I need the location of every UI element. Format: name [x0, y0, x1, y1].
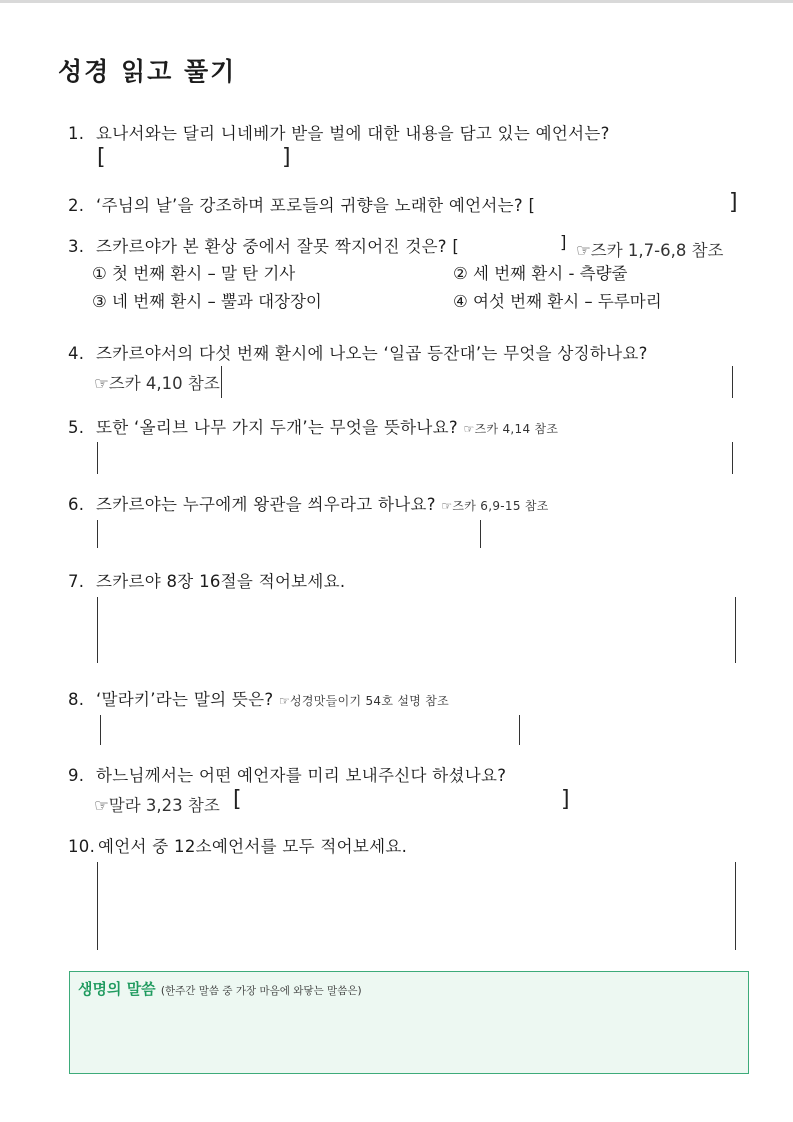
- answer-bracket-open: [97, 520, 98, 548]
- question-number: 1.: [68, 124, 85, 143]
- reference-note: ☞즈카 6,9-15 참조: [441, 499, 549, 513]
- answer-bracket-open: [100, 715, 101, 745]
- question-7: [68, 568, 345, 592]
- question-text: 즈카르야 8장 16절을 적어보세요.: [96, 572, 346, 591]
- question-number: 4.: [68, 344, 85, 363]
- answer-field[interactable]: [102, 442, 731, 474]
- answer-bracket-open: [: [97, 145, 106, 170]
- question-1: [68, 120, 610, 144]
- answer-bracket-open: [97, 442, 98, 474]
- answer-field[interactable]: [105, 715, 518, 745]
- answer-bracket-close: [732, 366, 733, 398]
- question-number: 7.: [68, 572, 85, 591]
- answer-field[interactable]: [226, 366, 731, 398]
- life-word-heading: 생명의 말씀: [78, 980, 156, 998]
- answer-field[interactable]: [520, 232, 558, 256]
- question-text: 하느님께서는 어떤 예언자를 미리 보내주신다 하셨나요?: [96, 766, 507, 785]
- reference-note: ☞말라 3,23 참조: [94, 796, 220, 815]
- option-1[interactable]: ① 첫 번째 환시 – 말 탄 기사: [92, 264, 296, 283]
- answer-bracket-close: [480, 520, 481, 548]
- answer-bracket-close: ]: [561, 787, 570, 812]
- answer-field[interactable]: [102, 862, 734, 950]
- question-number: 2.: [68, 196, 85, 215]
- page-top-edge: [0, 0, 793, 3]
- question-number: 10.: [68, 837, 96, 856]
- answer-bracket-close: ]: [560, 233, 567, 252]
- question-3: [68, 233, 459, 257]
- reference-note: ☞즈카 4,10 참조: [94, 374, 220, 393]
- answer-bracket-close: [735, 862, 736, 950]
- reference-note: ☞즈카 4,14 참조: [463, 422, 559, 436]
- question-6: [68, 491, 549, 515]
- answer-bracket-close: [519, 715, 520, 745]
- answer-bracket-open: [97, 862, 98, 950]
- reference-note: ☞즈카 1,7-6,8 참조: [576, 241, 724, 260]
- question-number: 9.: [68, 766, 85, 785]
- life-word-box[interactable]: [69, 971, 749, 1074]
- answer-bracket-open: [221, 366, 222, 398]
- option-3[interactable]: ③ 네 번째 환시 – 뿔과 대장장이: [92, 292, 322, 311]
- question-text: 즈카르야가 본 환상 중에서 잘못 짝지어진 것은? [: [96, 237, 460, 256]
- question-number: 6.: [68, 495, 85, 514]
- question-2: [68, 192, 535, 216]
- question-text: ‘말라키’라는 말의 뜻은?: [96, 690, 274, 709]
- answer-field[interactable]: [110, 147, 280, 169]
- question-text: 즈카르야는 누구에게 왕관을 씌우라고 하나요?: [96, 495, 436, 514]
- question-number: 8.: [68, 690, 85, 709]
- answer-bracket-close: ]: [282, 145, 291, 170]
- question-number: 3.: [68, 237, 85, 256]
- answer-field[interactable]: [580, 190, 725, 214]
- life-word-note: (한주간 말씀 중 가장 마음에 와닿는 말씀은): [160, 985, 362, 997]
- answer-bracket-close: [732, 442, 733, 474]
- question-text: 즈카르야서의 다섯 번째 환시에 나오는 ‘일곱 등잔대’는 무엇을 상징하나요?: [96, 344, 648, 363]
- life-word-title: [78, 978, 362, 999]
- question-4: [68, 340, 648, 364]
- answer-field[interactable]: [102, 597, 734, 663]
- question-5: [68, 414, 558, 438]
- answer-field[interactable]: [246, 789, 558, 813]
- question-text: ‘주님의 날’을 강조하며 포로들의 귀향을 노래한 예언서는? [: [96, 196, 536, 215]
- reference-note: ☞성경맛들이기 54호 설명 참조: [278, 694, 450, 708]
- question-number: 5.: [68, 418, 85, 437]
- question-10: [68, 833, 407, 857]
- answer-bracket-close: [735, 597, 736, 663]
- option-2[interactable]: ② 세 번째 환시 - 측량줄: [453, 264, 628, 283]
- question-text: 요나서와는 달리 니네베가 받을 벌에 대한 내용을 담고 있는 예언서는?: [96, 124, 610, 143]
- question-9: [68, 762, 506, 786]
- answer-field[interactable]: [102, 520, 480, 548]
- question-text: 또한 ‘올리브 나무 가지 두개’는 무엇을 뜻하나요?: [96, 418, 458, 437]
- page-title: 성경 읽고 풀기: [58, 57, 237, 86]
- answer-bracket-open: [97, 597, 98, 663]
- option-4[interactable]: ④ 여섯 번째 환시 – 두루마리: [453, 292, 662, 311]
- answer-bracket-open: [: [233, 787, 242, 812]
- answer-bracket-close: ]: [729, 190, 738, 215]
- question-8: [68, 686, 449, 710]
- question-text: 예언서 중 12소예언서를 모두 적어보세요.: [98, 837, 408, 856]
